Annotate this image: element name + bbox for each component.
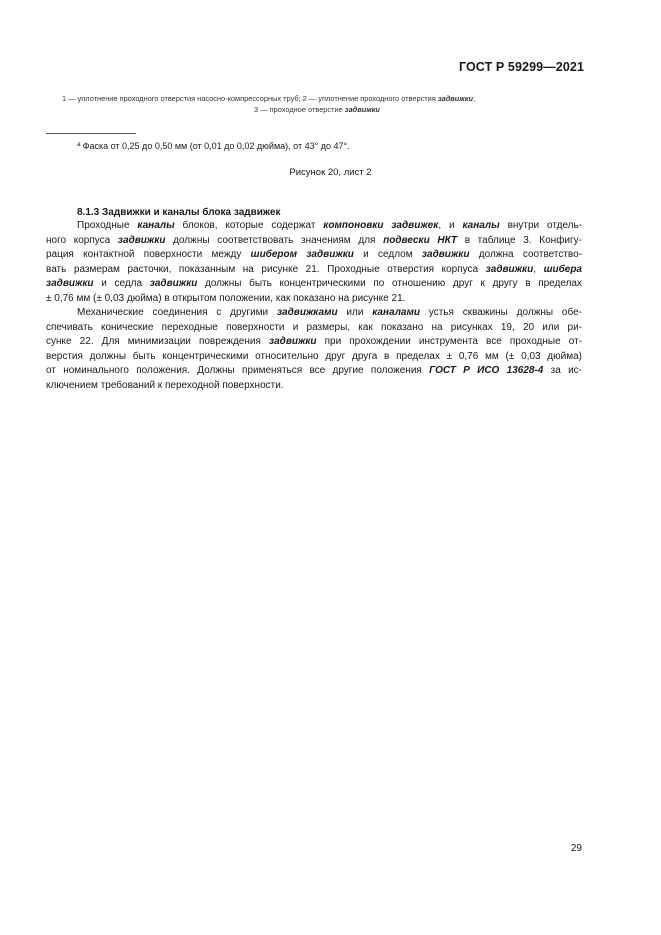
paragraph-line: Механические соединения с другими задвижками или каналами устья скважины должны обе- [77,307,582,318]
paragraph-line: верстия должны быть концентрическими относительно друг друга в пределах ± 0,76 мм (± 0,03 дюйма) [46,350,582,362]
footnote-text: Фаска от 0,25 до 0,50 мм (от 0,01 до 0,02 дюйма), от 43° до 47°. [82,141,350,151]
paragraph-line: ± 0,76 мм (± 0,03 дюйма) в открытом положении, как показано на рисунке 21. [46,292,406,304]
footnote-divider [46,133,136,134]
paragraph-line: рация контактной поверхности между шибером задвижки и седлом задвижки должна соответство- [46,249,582,260]
legend-line-2 [62,104,572,115]
paragraph-line: задвижки и седла задвижки должны быть концентрическими по отношению друг к другу в пределах [46,278,582,289]
section-body [46,219,582,393]
legend-text: 3 — проходное отверстие [254,105,345,114]
section-heading: 8.1.3 Задвижки и каналы блока задвижек [77,207,281,218]
figure-caption: Рисунок 20, лист 2 [289,167,372,178]
paragraph-line: спечивать конические переходные поверхности и размеры, как показано на рисунках 19, 20 или ри- [46,321,582,333]
paragraph-line: вать размерам расточки, показанным на рисунке 21. Проходные отверстия корпуса задвижки, шибера [46,263,582,275]
paragraph-line: ключением требований к переходной поверхности. [46,379,284,391]
figure-legend [62,93,572,115]
footnote-marker: а [77,141,81,148]
legend-text: ; [473,94,476,103]
footnote [77,141,350,151]
paragraph-line: ного корпуса задвижки должны соответствовать значениям для подвески НКТ в таблице 3. Конфигу- [46,234,582,246]
paragraph-line: сунке 22. Для минимизации повреждения задвижки при прохождении инструмента все проходные от- [46,336,582,347]
legend-text: 1 — уплотнение проходного отверстия насосно-компрессорных труб; 2 — уплотнение проходного отверстия [62,94,438,103]
legend-term: задвижки [437,94,473,103]
legend-term: задвижки [344,105,380,114]
paragraph-line: от номинального положения. Должны применяться все другие положения ГОСТ Р ИСО 13628-4 за ис- [46,365,582,376]
legend-line-1 [62,93,572,104]
paragraph-line: Проходные каналы блоков, которые содержат компоновки задвижек, и каналы внутри отдель- [77,220,582,231]
page-number: 29 [570,843,582,854]
standard-number: ГОСТ Р 59299—2021 [458,60,584,74]
